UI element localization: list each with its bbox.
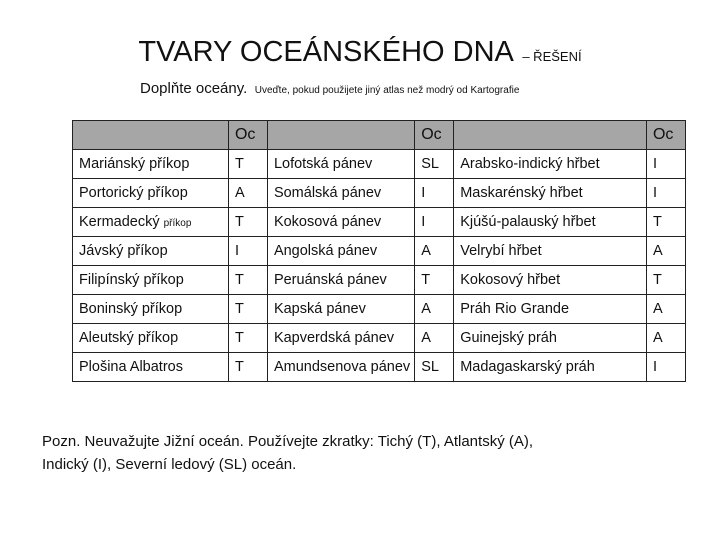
table-cell: T bbox=[646, 266, 685, 295]
table-cell: A bbox=[646, 237, 685, 266]
table-cell: Lofotská pánev bbox=[267, 150, 414, 179]
header-cell bbox=[454, 121, 647, 150]
table-cell: Plošina Albatros bbox=[73, 353, 229, 382]
table-cell: T bbox=[228, 208, 267, 237]
table-row bbox=[73, 179, 686, 208]
table-cell: T bbox=[228, 150, 267, 179]
kermadec-suffix: příkop bbox=[163, 218, 192, 229]
page-title bbox=[0, 36, 720, 69]
table-cell: Filipínský příkop bbox=[73, 266, 229, 295]
table-cell: Boninský příkop bbox=[73, 295, 229, 324]
table-cell: Kokosový hřbet bbox=[454, 266, 647, 295]
instruction-detail: Uveďte, pokud použijete jiný atlas než modrý od Kartografie bbox=[254, 85, 520, 96]
table-cell: T bbox=[415, 266, 454, 295]
table-cell: Arabsko-indický hřbet bbox=[454, 150, 647, 179]
title-main: TVARY OCEÁNSKÉHO DNA bbox=[138, 36, 514, 68]
table-cell-kermadec bbox=[73, 208, 229, 237]
table-cell: Peruánská pánev bbox=[267, 266, 414, 295]
table-cell: I bbox=[646, 353, 685, 382]
table-cell: A bbox=[228, 179, 267, 208]
table-cell: Jávský příkop bbox=[73, 237, 229, 266]
table-cell: Práh Rio Grande bbox=[454, 295, 647, 324]
header-cell bbox=[267, 121, 414, 150]
ocean-floor-table bbox=[72, 120, 686, 382]
table-cell: Velrybí hřbet bbox=[454, 237, 647, 266]
table-cell: I bbox=[228, 237, 267, 266]
table-cell: Maskarénský hřbet bbox=[454, 179, 647, 208]
table-cell: Portorický příkop bbox=[73, 179, 229, 208]
table-row bbox=[73, 150, 686, 179]
table-cell: A bbox=[415, 237, 454, 266]
table-cell: A bbox=[646, 295, 685, 324]
table-cell: T bbox=[228, 266, 267, 295]
table-cell: T bbox=[228, 353, 267, 382]
table-row bbox=[73, 266, 686, 295]
table-cell: Guinejský práh bbox=[454, 324, 647, 353]
table-cell: Angolská pánev bbox=[267, 237, 414, 266]
table-cell: T bbox=[646, 208, 685, 237]
table-cell: A bbox=[415, 324, 454, 353]
table-cell: I bbox=[646, 150, 685, 179]
footnote-line: Indický (I), Severní ledový (SL) oceán. bbox=[42, 456, 297, 473]
table-cell: Somálská pánev bbox=[267, 179, 414, 208]
header-cell: Oc bbox=[415, 121, 454, 150]
footnote-line: Pozn. Neuvažujte Jižní oceán. Používejte zkratky: Tichý (T), Atlantský (A), bbox=[42, 433, 534, 450]
header-cell: Oc bbox=[646, 121, 685, 150]
table-cell: I bbox=[415, 208, 454, 237]
table-row bbox=[73, 353, 686, 382]
title-subtitle: – ŘEŠENÍ bbox=[522, 49, 582, 64]
kermadec-name: Kermadecký bbox=[79, 214, 160, 230]
table-cell: Amundsenova pánev bbox=[267, 353, 414, 382]
table-cell: A bbox=[646, 324, 685, 353]
table-row bbox=[73, 237, 686, 266]
table-cell: Mariánský příkop bbox=[73, 150, 229, 179]
header-cell bbox=[73, 121, 229, 150]
footnote bbox=[42, 430, 682, 476]
table-cell: I bbox=[646, 179, 685, 208]
table-cell: Kapská pánev bbox=[267, 295, 414, 324]
table-cell: I bbox=[415, 179, 454, 208]
table-cell: Kapverdská pánev bbox=[267, 324, 414, 353]
table-cell: Aleutský příkop bbox=[73, 324, 229, 353]
table-row bbox=[73, 208, 686, 237]
header-cell: Oc bbox=[228, 121, 267, 150]
table-cell: T bbox=[228, 295, 267, 324]
table-row bbox=[73, 295, 686, 324]
table-cell: T bbox=[228, 324, 267, 353]
table-cell: Kokosová pánev bbox=[267, 208, 414, 237]
table-cell: SL bbox=[415, 150, 454, 179]
instruction-main: Doplňte oceány. bbox=[140, 80, 248, 97]
table-cell: A bbox=[415, 295, 454, 324]
table-cell: Kjúšú-palauský hřbet bbox=[454, 208, 647, 237]
table-header-row bbox=[73, 121, 686, 150]
table-row bbox=[73, 324, 686, 353]
table-cell: Madagaskarský práh bbox=[454, 353, 647, 382]
instruction bbox=[140, 80, 519, 98]
table-cell: SL bbox=[415, 353, 454, 382]
